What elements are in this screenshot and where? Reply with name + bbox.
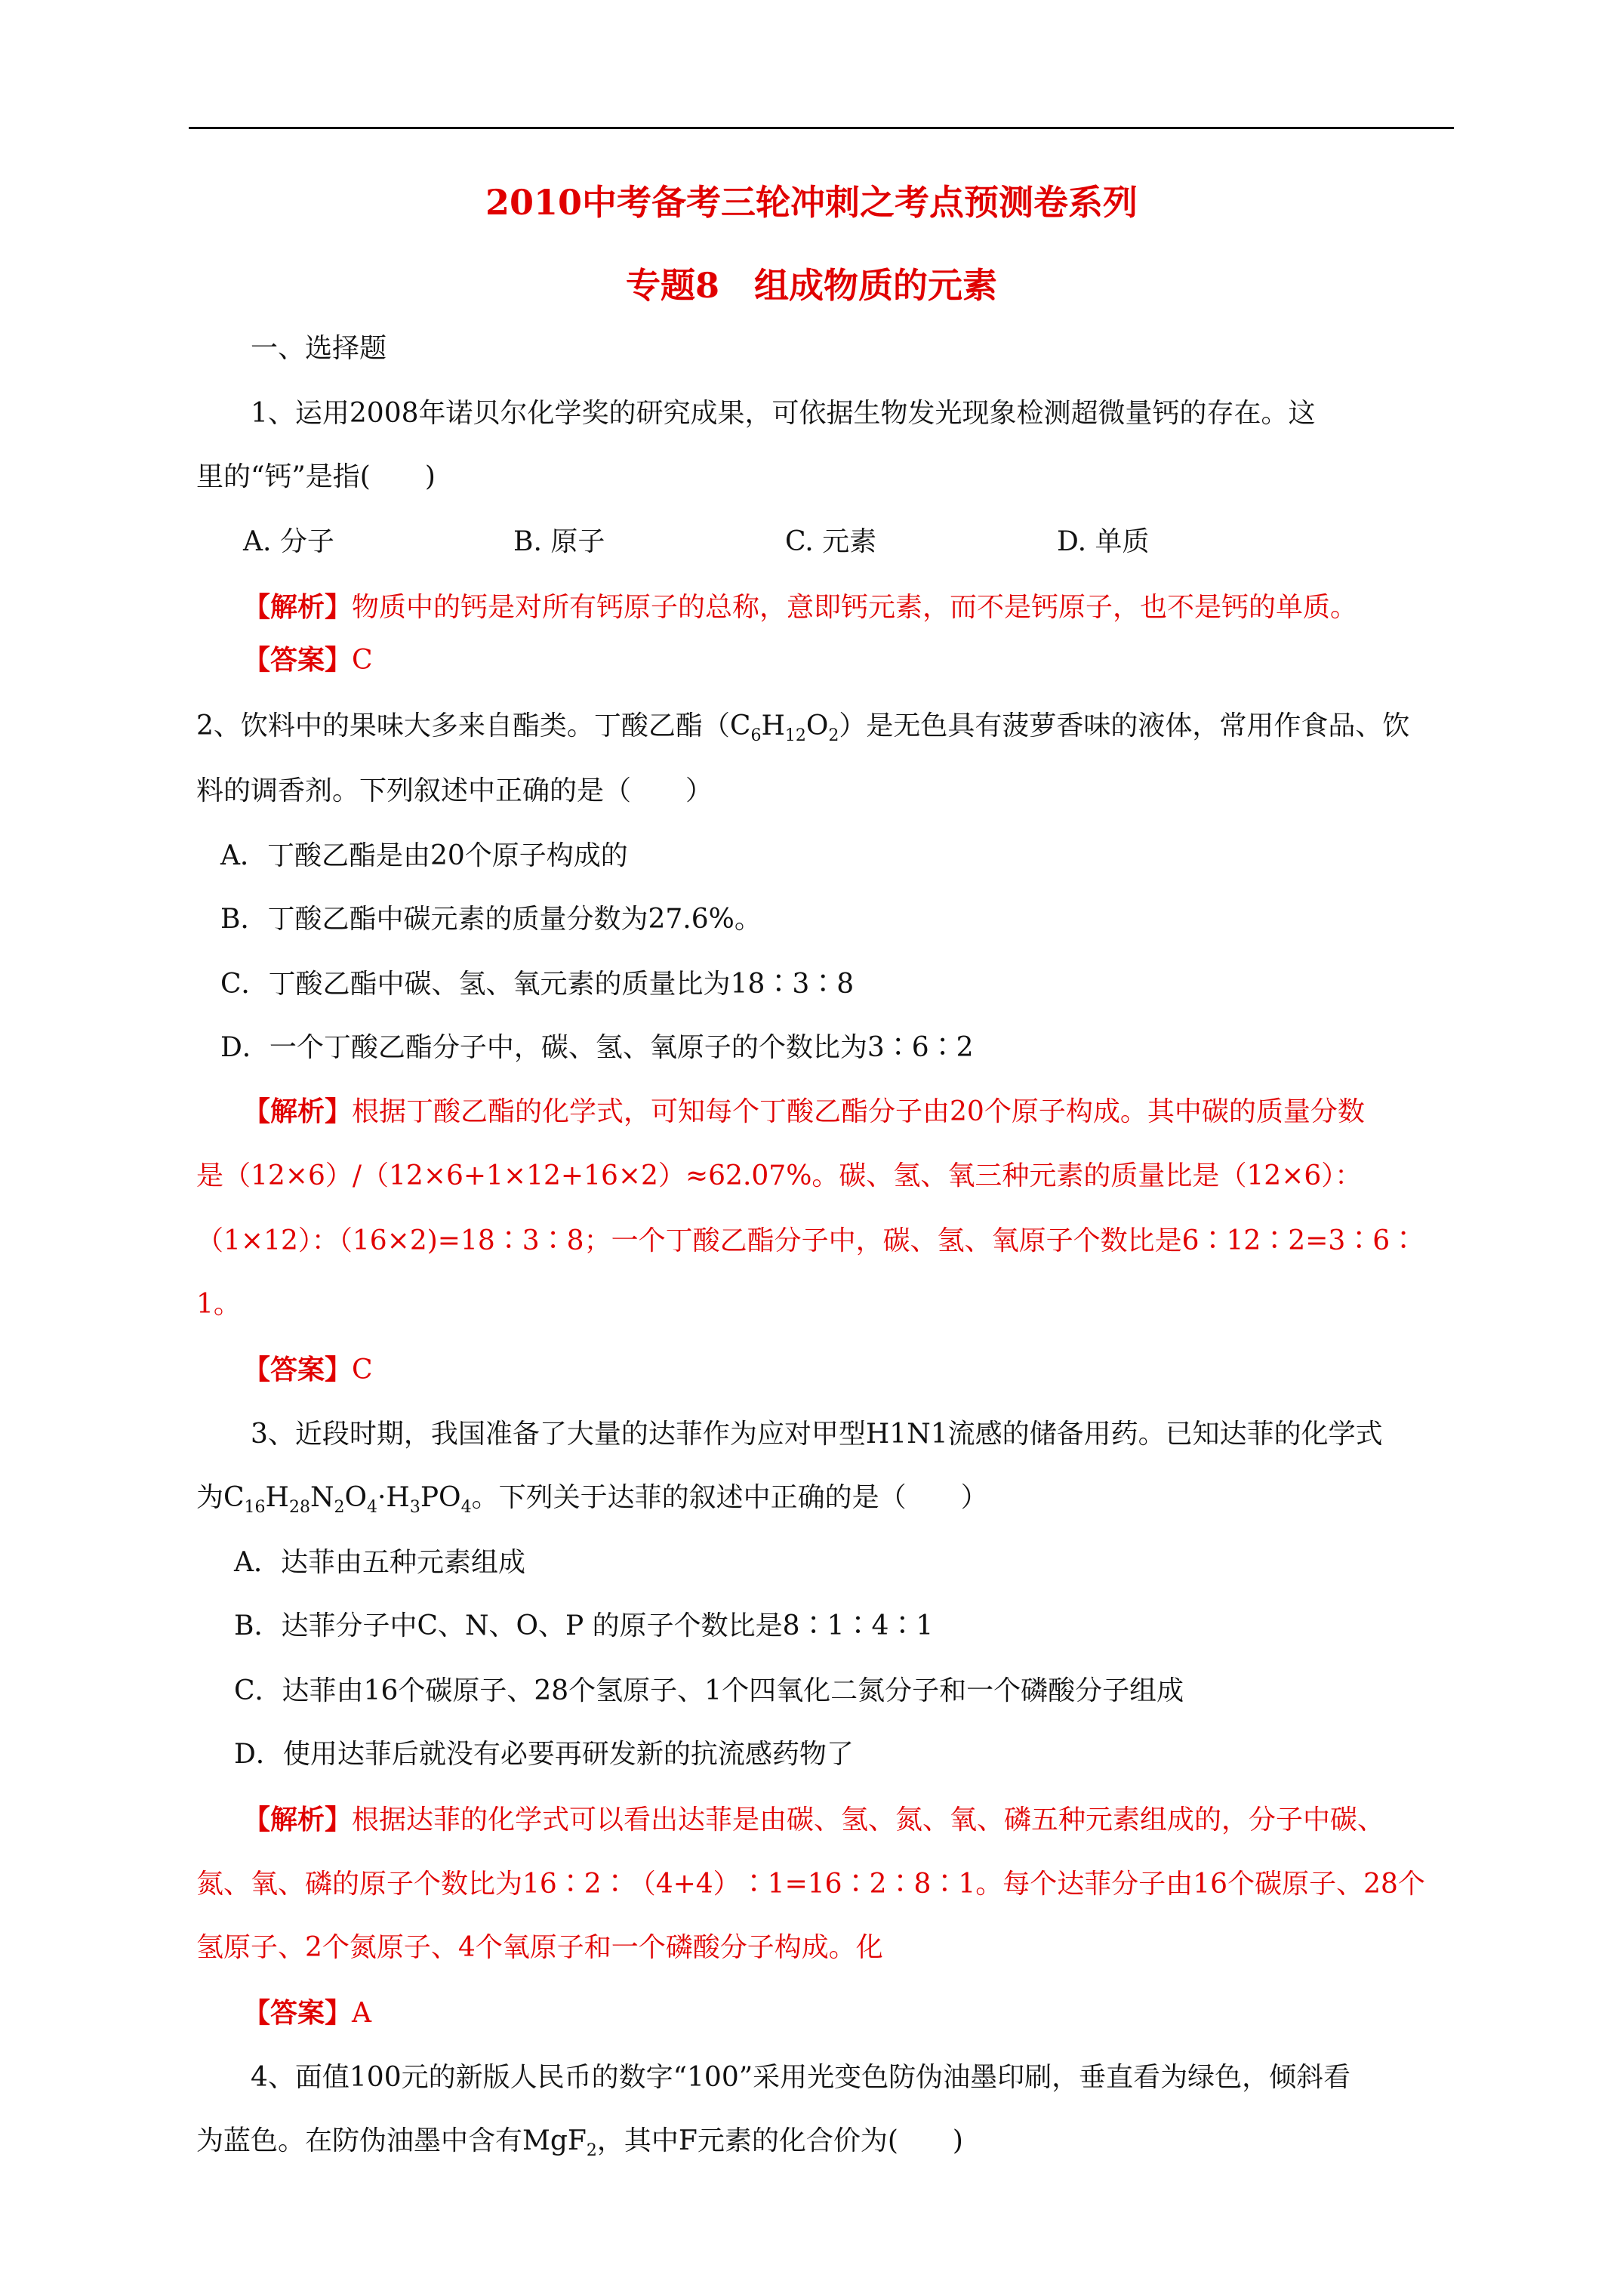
q3-analysis-line2: 氮、氧、磷的原子个数比为16∶2∶（4+4）∶1=16∶2∶8∶1。每个达菲分子由16个碳原子、28个 [196, 1869, 1425, 1900]
q3-option-b: B．达菲分子中C、N、O、P 的原子个数比是8∶1∶4∶1 [234, 1610, 934, 1641]
q3-answer [243, 1996, 371, 2030]
analysis-tag: 【解析】 [243, 591, 353, 623]
q1-line1: 1、运用2008年诺贝尔化学奖的研究成果，可依据生物发光现象检测超微量钙的存在。这 [251, 398, 1316, 429]
answer-value: C [352, 645, 373, 676]
analysis-tag: 【解析】 [243, 1804, 353, 1835]
q3-option-a: A．达菲由五种元素组成 [234, 1547, 525, 1578]
q3-option-d: D．使用达菲后就没有必要再研发新的抗流感药物了 [234, 1739, 854, 1770]
q4-line1: 4、面值100元的新版人民币的数字“100”采用光变色防伪油墨印刷，垂直看为绿色，倾斜看 [251, 2062, 1351, 2093]
q2-option-d: D．一个丁酸乙酯分子中，碳、氢、氧原子的个数比为3∶6∶2 [220, 1032, 974, 1063]
answer-tag: 【答案】 [243, 644, 353, 676]
page-title: 2010中考备考三轮冲刺之考点预测卷系列 [485, 182, 1138, 223]
analysis-text: 物质中的钙是对所有钙原子的总称，意即钙元素，而不是钙原子，也不是钙的单质。 [352, 592, 1358, 623]
q3-analysis-line1: 【解析】根据达菲的化学式可以看出达菲是由碳、氢、氮、氧、磷五种元素组成的，分子中碳、 [243, 1804, 1385, 1835]
q3-option-c: C．达菲由16个碳原子、28个氢原子、1个四氧化二氮分子和一个磷酸分子组成 [234, 1675, 1184, 1706]
q2-line1: 2、饮料中的果味大多来自酯类。丁酸乙酯$(C_6H_{12}O_2)$是无色具有菠萝香味的液体，常用作食品、饮 [196, 710, 1410, 746]
header-rule [189, 127, 1454, 129]
q4-line2: 为蓝色。在防伪油墨中含有MgF$_2$，其中F元素的化合价为( ) [196, 2125, 963, 2161]
q2-analysis-line2: 是（12×6）/（12×6+1×12+16×2）≈62.07%。碳、氢、氧三种元素的质量比是（12×6）： [196, 1160, 1363, 1191]
q1-line2: 里的“钙”是指( ) [196, 461, 436, 492]
q3-line2: 为$C_{16}H_{28}N_2O_4\cdot H_3PO_4$。下列关于达菲的叙述中正确的是（ ） [196, 1482, 988, 1518]
q3-line1: 3、近段时期，我国准备了大量的达菲作为应对甲型H1N1流感的储备用药。已知达菲的化学式 [251, 1419, 1383, 1450]
q2-answer [243, 1353, 373, 1387]
q2-analysis-line4: 1。 [196, 1289, 241, 1320]
q2-analysis-line3: （1×12）：（16×2)=18∶3∶8；一个丁酸乙酯分子中，碳、氢、氧原子个数比是6∶12∶2=3∶6∶ [196, 1225, 1418, 1256]
q1-option-d: D. 单质 [1057, 526, 1150, 557]
q1-option-c: C. 元素 [785, 526, 877, 557]
q2-option-b: B．丁酸乙酯中碳元素的质量分数为27.6%。 [220, 904, 762, 935]
answer-value: C [352, 1354, 373, 1385]
q1-option-b: B. 原子 [513, 526, 605, 557]
q2-option-a: A．丁酸乙酯是由20个原子构成的 [220, 840, 628, 871]
q3-analysis-line3: 氢原子、2个氮原子、4个氧原子和一个磷酸分子构成。化 [196, 1932, 883, 1963]
analysis-tag: 【解析】 [243, 1096, 353, 1127]
answer-tag: 【答案】 [243, 1354, 353, 1385]
q2-line2: 料的调香剂。下列叙述中正确的是（ ） [196, 775, 713, 806]
q1-answer [243, 643, 373, 677]
page-subtitle: 专题8 组成物质的元素 [625, 265, 997, 306]
section-label: 一、选择题 [251, 333, 387, 364]
q1-analysis [243, 590, 1357, 624]
answer-value: A [352, 1998, 372, 2029]
answer-tag: 【答案】 [243, 1997, 353, 2029]
q2-analysis-line1: 【解析】根据丁酸乙酯的化学式，可知每个丁酸乙酯分子由20个原子构成。其中碳的质量分数 [243, 1096, 1365, 1127]
q2-option-c: C．丁酸乙酯中碳、氢、氧元素的质量比为18∶3∶8 [220, 969, 855, 1000]
q1-option-a: A. 分子 [243, 526, 334, 557]
